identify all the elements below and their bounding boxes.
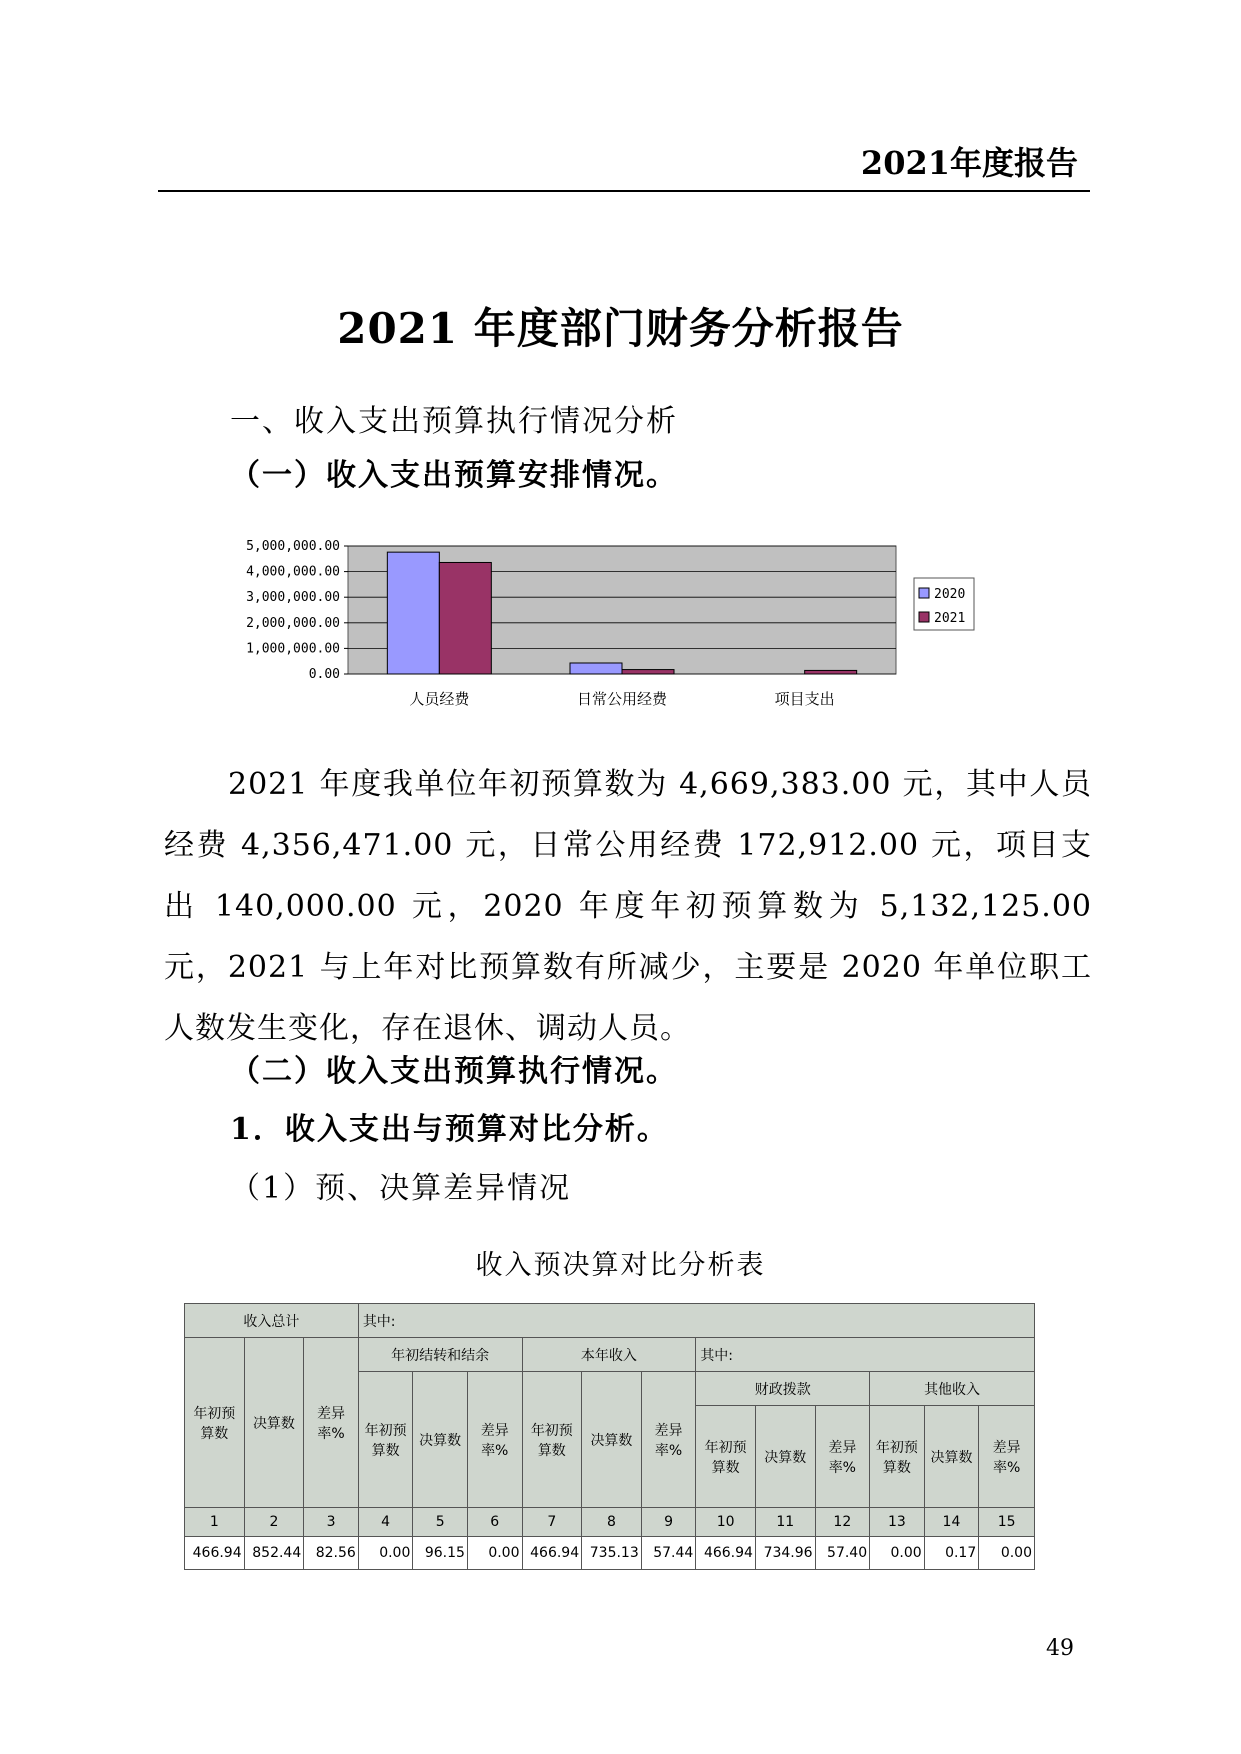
header-rate: 差异率% — [304, 1338, 359, 1508]
index-cell: 8 — [582, 1508, 642, 1537]
index-cell: 13 — [870, 1508, 925, 1537]
header-budget: 年初预算数 — [870, 1406, 925, 1508]
index-cell: 5 — [413, 1508, 468, 1537]
x-tick-label: 日常公用经费 — [576, 690, 668, 708]
running-header — [158, 128, 1090, 192]
index-cell: 12 — [815, 1508, 870, 1537]
index-cell: 6 — [467, 1508, 522, 1537]
header-income-total: 收入总计 — [185, 1304, 359, 1338]
legend-label: 2021 — [934, 611, 966, 626]
value-cell: 57.44 — [641, 1537, 696, 1570]
body-paragraph: 2021 年度我单位年初预算数为 4,669,383.00 元，其中人员经费 4,356,471.00 元，日常公用经费 172,912.00 元，项目支出 140,000.00 元，2020 年度年初预算数为 5,132,125.00 元，2021 与上年对比预算数有所减少，主要是 2020 年单位职工人数发生变化，存在退休、调动人员。 — [164, 767, 1092, 1046]
header-budget: 年初预算数 — [522, 1372, 582, 1508]
value-cell: 0.00 — [979, 1537, 1035, 1570]
value-cell: 734.96 — [755, 1537, 815, 1570]
bar-2021 — [439, 562, 491, 674]
header-rate: 差异率% — [467, 1372, 522, 1508]
subsection-heading-budget-arrangement: （一）收入支出预算安排情况。 — [230, 458, 678, 493]
header-rate: 差异率% — [979, 1406, 1035, 1508]
y-tick-label: 4,000,000.00 — [246, 564, 340, 580]
x-tick-label: 项目支出 — [774, 690, 835, 708]
value-cell: 466.94 — [696, 1537, 756, 1570]
index-cell: 14 — [924, 1508, 979, 1537]
running-header-title: 2021年度报告 — [860, 144, 1078, 182]
value-cell: 735.13 — [582, 1537, 642, 1570]
section-heading: 一、收入支出预算执行情况分析 — [230, 404, 678, 439]
header-budget: 年初预算数 — [185, 1338, 245, 1508]
index-cell: 10 — [696, 1508, 756, 1537]
value-cell: 96.15 — [413, 1537, 468, 1570]
value-cell: 466.94 — [185, 1537, 245, 1570]
value-cell: 0.00 — [467, 1537, 522, 1570]
y-tick-label: 2,000,000.00 — [246, 615, 340, 631]
bar-2020 — [570, 663, 622, 674]
x-tick-label: 人员经费 — [409, 690, 470, 708]
header-rate: 差异率% — [641, 1372, 696, 1508]
item-heading-differences: （1）预、决算差异情况 — [230, 1171, 572, 1206]
header-current-income: 本年收入 — [522, 1338, 696, 1372]
y-tick-label: 5,000,000.00 — [246, 540, 340, 554]
header-final: 决算数 — [413, 1372, 468, 1508]
header-of-which-2: 其中: — [696, 1338, 1035, 1372]
y-tick-label: 1,000,000.00 — [246, 641, 340, 657]
budget-bar-chart — [214, 540, 994, 720]
index-cell: 9 — [641, 1508, 696, 1537]
table-index-row — [185, 1508, 1035, 1537]
value-cell: 0.17 — [924, 1537, 979, 1570]
header-final: 决算数 — [755, 1406, 815, 1508]
value-cell: 57.40 — [815, 1537, 870, 1570]
subsection-heading-budget-execution: （二）收入支出预算执行情况。 — [230, 1054, 678, 1089]
header-fiscal-allocation: 财政拨款 — [696, 1372, 870, 1406]
document-title: 2021 年度部门财务分析报告 — [337, 304, 904, 353]
value-cell: 852.44 — [244, 1537, 304, 1570]
header-of-which: 其中: — [358, 1304, 1034, 1338]
value-cell: 0.00 — [358, 1537, 413, 1570]
y-tick-label: 3,000,000.00 — [246, 590, 340, 606]
index-cell: 1 — [185, 1508, 245, 1537]
index-cell: 7 — [522, 1508, 582, 1537]
legend-swatch — [919, 588, 929, 598]
legend-swatch — [919, 612, 929, 622]
header-final: 决算数 — [244, 1338, 304, 1508]
header-final: 决算数 — [924, 1406, 979, 1508]
index-cell: 3 — [304, 1508, 359, 1537]
bar-2021 — [622, 670, 674, 674]
legend-label: 2020 — [934, 587, 966, 602]
header-final: 决算数 — [582, 1372, 642, 1508]
header-budget: 年初预算数 — [696, 1406, 756, 1508]
header-carryover: 年初结转和结余 — [358, 1338, 522, 1372]
page-number: 49 — [1046, 1636, 1074, 1661]
index-cell: 4 — [358, 1508, 413, 1537]
header-budget: 年初预算数 — [358, 1372, 413, 1508]
item-heading-comparison: 1．收入支出与预算对比分析。 — [230, 1112, 669, 1147]
header-other-income: 其他收入 — [870, 1372, 1035, 1406]
bar-2020 — [387, 552, 439, 674]
income-comparison-table — [184, 1303, 1035, 1570]
index-cell: 15 — [979, 1508, 1035, 1537]
y-tick-label: 0.00 — [308, 667, 340, 682]
index-cell: 11 — [755, 1508, 815, 1537]
value-cell: 466.94 — [522, 1537, 582, 1570]
table-row — [185, 1537, 1035, 1570]
header-rate: 差异率% — [815, 1406, 870, 1508]
table-caption: 收入预决算对比分析表 — [475, 1250, 766, 1281]
bar-2021 — [805, 670, 857, 674]
value-cell: 0.00 — [870, 1537, 925, 1570]
index-cell: 2 — [244, 1508, 304, 1537]
value-cell: 82.56 — [304, 1537, 359, 1570]
